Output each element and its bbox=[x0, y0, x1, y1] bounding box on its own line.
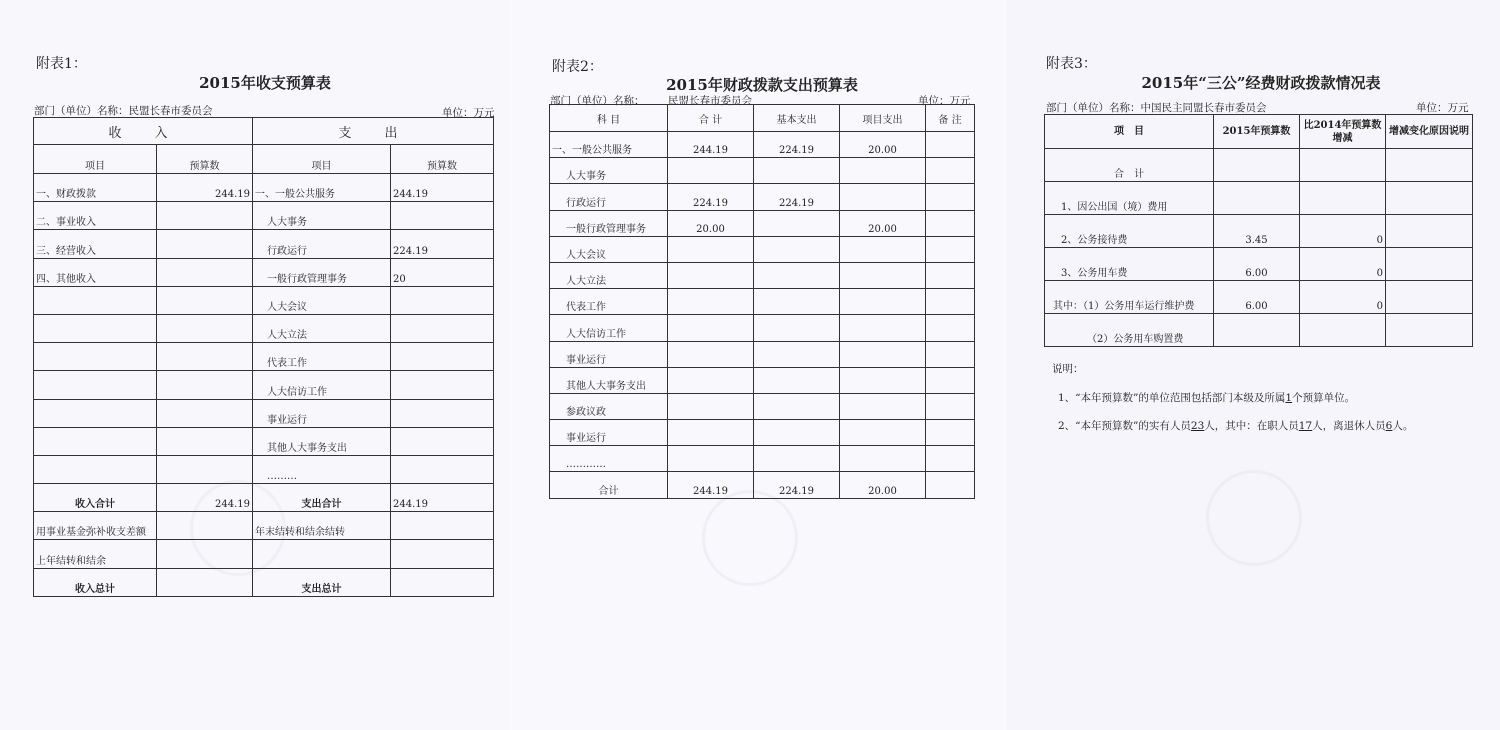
table1-title: 2015年收支预算表 bbox=[199, 74, 331, 92]
expense-item: 人大会议 bbox=[253, 286, 391, 314]
year-end-label: 年末结转和结余结转 bbox=[253, 512, 391, 540]
note-2-text-d: 人。 bbox=[1392, 420, 1414, 432]
row-value: 20.00 bbox=[840, 210, 926, 236]
income-item bbox=[34, 455, 157, 483]
row-value bbox=[668, 446, 754, 472]
row-value bbox=[926, 315, 975, 341]
expense-budget: 224.19 bbox=[391, 230, 494, 258]
row-value bbox=[926, 446, 975, 472]
table3-unit: 单位：万元 bbox=[1416, 102, 1469, 114]
row-value bbox=[668, 262, 754, 288]
row-subject: 一、一般公共服务 bbox=[550, 132, 668, 158]
note-2 bbox=[1058, 418, 1413, 433]
empty-cell bbox=[157, 512, 253, 540]
row-subject: 代表工作 bbox=[550, 289, 668, 315]
expense-item: 人大事务 bbox=[253, 202, 391, 230]
empty-cell bbox=[157, 540, 253, 568]
table-row bbox=[34, 427, 494, 455]
note-2-text-c: 人，离退休人员 bbox=[1312, 420, 1386, 432]
row-value bbox=[754, 446, 840, 472]
row-value bbox=[754, 236, 840, 262]
row-value: 224.19 bbox=[754, 184, 840, 210]
table-row bbox=[550, 236, 975, 262]
row-value bbox=[668, 236, 754, 262]
row-value bbox=[926, 158, 975, 184]
table-row bbox=[1045, 248, 1473, 281]
expense-item: 其他人大事务支出 bbox=[253, 427, 391, 455]
table-row bbox=[34, 314, 494, 342]
table-row bbox=[1045, 149, 1473, 182]
row-value bbox=[1214, 149, 1300, 182]
table-row bbox=[1045, 215, 1473, 248]
row-value: 6.00 bbox=[1214, 248, 1300, 281]
row-subject: 事业运行 bbox=[550, 341, 668, 367]
note-2-text-b: 人，其中：在职人员 bbox=[1204, 420, 1299, 432]
row-value bbox=[754, 420, 840, 446]
row-subject: 人大信访工作 bbox=[550, 315, 668, 341]
expense-item: 一、一般公共服务 bbox=[253, 174, 391, 202]
row-value bbox=[926, 341, 975, 367]
col-header: 备 注 bbox=[926, 105, 975, 132]
table-row bbox=[34, 258, 494, 286]
col-item: 项目 bbox=[253, 145, 391, 174]
expense-item: 代表工作 bbox=[253, 343, 391, 371]
row-value bbox=[1386, 314, 1473, 347]
table-row bbox=[550, 184, 975, 210]
income-item bbox=[34, 399, 157, 427]
income-header: 收 入 bbox=[34, 118, 253, 145]
table-row bbox=[550, 315, 975, 341]
table3-title: 2015年“三公”经费财政拨款情况表 bbox=[1141, 74, 1381, 92]
expense-budget bbox=[391, 202, 494, 230]
table-row bbox=[34, 512, 494, 540]
expense-budget bbox=[391, 314, 494, 342]
col-header: 项 目 bbox=[1045, 115, 1214, 149]
row-value: 244.19 bbox=[668, 132, 754, 158]
table-row bbox=[1045, 281, 1473, 314]
row-value bbox=[668, 393, 754, 419]
income-budget bbox=[157, 343, 253, 371]
expense-item: 行政运行 bbox=[253, 230, 391, 258]
row-item: 合 计 bbox=[1045, 149, 1214, 182]
table3-tag: 附表3： bbox=[1046, 56, 1097, 72]
row-value bbox=[1300, 149, 1386, 182]
empty-cell bbox=[391, 540, 494, 568]
table2 bbox=[549, 104, 975, 499]
expense-budget: 244.19 bbox=[391, 174, 494, 202]
row-value bbox=[840, 420, 926, 446]
row-subject: 合计 bbox=[550, 472, 668, 498]
note-1 bbox=[1058, 390, 1355, 405]
row-subject: 行政运行 bbox=[550, 184, 668, 210]
row-subject: 人大立法 bbox=[550, 262, 668, 288]
row-value bbox=[840, 289, 926, 315]
income-budget bbox=[157, 230, 253, 258]
fund-gap-label: 用事业基金弥补收支差额 bbox=[34, 512, 157, 540]
row-value bbox=[840, 367, 926, 393]
col-budget: 预算数 bbox=[391, 145, 494, 174]
income-item bbox=[34, 371, 157, 399]
row-value bbox=[754, 158, 840, 184]
row-value: 20.00 bbox=[668, 210, 754, 236]
table2-unit: 单位：万元 bbox=[918, 95, 971, 107]
expense-budget bbox=[391, 343, 494, 371]
table-row bbox=[550, 132, 975, 158]
row-value bbox=[754, 367, 840, 393]
row-item: 2、公务接待费 bbox=[1045, 215, 1214, 248]
expense-budget bbox=[391, 427, 494, 455]
expense-header: 支 出 bbox=[253, 118, 494, 145]
row-value bbox=[1300, 182, 1386, 215]
table-row bbox=[34, 399, 494, 427]
table-row bbox=[1045, 182, 1473, 215]
income-item: 四、其他收入 bbox=[34, 258, 157, 286]
faded-stamp bbox=[702, 490, 798, 586]
expense-grand-label: 支出总计 bbox=[253, 568, 391, 596]
table-row bbox=[34, 202, 494, 230]
table-row bbox=[34, 286, 494, 314]
empty-cell bbox=[157, 568, 253, 596]
expense-item: 人大信访工作 bbox=[253, 371, 391, 399]
empty-cell bbox=[391, 512, 494, 540]
row-value bbox=[754, 289, 840, 315]
row-value bbox=[754, 341, 840, 367]
row-value: 20.00 bbox=[840, 472, 926, 498]
table-row bbox=[34, 230, 494, 258]
income-budget: 244.19 bbox=[157, 174, 253, 202]
table-row bbox=[550, 367, 975, 393]
col-header: 增减变化原因说明 bbox=[1386, 115, 1473, 149]
table-row bbox=[550, 341, 975, 367]
col-budget: 预算数 bbox=[157, 145, 253, 174]
prev-year-label: 上年结转和结余 bbox=[34, 540, 157, 568]
expense-item: 人大立法 bbox=[253, 314, 391, 342]
row-value bbox=[840, 315, 926, 341]
table-row bbox=[550, 420, 975, 446]
note-2-text-a: 2、“本年预算数”的实有人员 bbox=[1058, 420, 1191, 432]
col-header: 科 目 bbox=[550, 105, 668, 132]
income-item: 一、财政拨款 bbox=[34, 174, 157, 202]
row-value bbox=[926, 236, 975, 262]
table1-dept: 部门（单位）名称：民盟长春市委员会 bbox=[34, 105, 213, 117]
col-header: 合 计 bbox=[668, 105, 754, 132]
table3 bbox=[1044, 114, 1473, 347]
note-2-active: 17 bbox=[1298, 420, 1313, 432]
row-value bbox=[1386, 215, 1473, 248]
row-subject: 一般行政管理事务 bbox=[550, 210, 668, 236]
row-subject: ………… bbox=[550, 446, 668, 472]
table-row bbox=[34, 455, 494, 483]
row-item: 1、因公出国（境）费用 bbox=[1045, 182, 1214, 215]
table1-tag: 附表1： bbox=[36, 56, 87, 72]
note-2-total: 23 bbox=[1190, 420, 1205, 432]
expense-budget bbox=[391, 399, 494, 427]
expense-budget bbox=[391, 455, 494, 483]
row-value bbox=[926, 289, 975, 315]
income-budget bbox=[157, 258, 253, 286]
row-value bbox=[926, 262, 975, 288]
table-row bbox=[550, 472, 975, 498]
notes-title: 说明： bbox=[1052, 363, 1084, 375]
income-budget bbox=[157, 202, 253, 230]
row-value bbox=[840, 158, 926, 184]
table-row bbox=[550, 446, 975, 472]
table-row bbox=[550, 393, 975, 419]
income-item bbox=[34, 314, 157, 342]
row-value bbox=[840, 236, 926, 262]
table-row bbox=[34, 540, 494, 568]
note-1-unit-count: 1 bbox=[1285, 392, 1293, 404]
col-header: 项目支出 bbox=[840, 105, 926, 132]
row-value bbox=[1214, 314, 1300, 347]
col-header: 2015年预算数 bbox=[1214, 115, 1300, 149]
row-value: 0 bbox=[1300, 215, 1386, 248]
table3-dept: 部门（单位）名称：中国民主同盟长春市委员会 bbox=[1046, 102, 1267, 114]
row-value bbox=[668, 341, 754, 367]
table-header-row bbox=[550, 105, 975, 132]
row-value bbox=[840, 184, 926, 210]
table-row bbox=[34, 568, 494, 596]
row-value bbox=[754, 315, 840, 341]
row-value bbox=[1386, 149, 1473, 182]
income-item: 三、经营收入 bbox=[34, 230, 157, 258]
expense-budget bbox=[391, 371, 494, 399]
row-value bbox=[1386, 182, 1473, 215]
col-header: 比2014年预算数增减 bbox=[1300, 115, 1386, 149]
row-subject: 其他人大事务支出 bbox=[550, 367, 668, 393]
row-value bbox=[1214, 182, 1300, 215]
row-value bbox=[668, 158, 754, 184]
table-row bbox=[34, 484, 494, 512]
row-value bbox=[926, 184, 975, 210]
table2-dept-label: 部门（单位）名称： bbox=[550, 95, 645, 107]
income-item bbox=[34, 286, 157, 314]
page-table-3 bbox=[1006, 0, 1500, 730]
income-budget bbox=[157, 371, 253, 399]
income-budget bbox=[157, 286, 253, 314]
table1 bbox=[33, 117, 494, 597]
row-item: （2）公务用车购置费 bbox=[1045, 314, 1214, 347]
table-row bbox=[1045, 314, 1473, 347]
empty-cell bbox=[253, 540, 391, 568]
row-item: 其中：（1）公务用车运行维护费 bbox=[1045, 281, 1214, 314]
row-value bbox=[840, 446, 926, 472]
row-subject: 人大事务 bbox=[550, 158, 668, 184]
row-value bbox=[754, 262, 840, 288]
page-table-1 bbox=[0, 0, 510, 730]
table-row bbox=[550, 158, 975, 184]
expense-item: 一般行政管理事务 bbox=[253, 258, 391, 286]
row-value: 244.19 bbox=[668, 472, 754, 498]
row-value: 0 bbox=[1300, 248, 1386, 281]
table-row bbox=[550, 210, 975, 236]
row-value: 6.00 bbox=[1214, 281, 1300, 314]
row-value bbox=[668, 367, 754, 393]
note-1-text-a: 1、“本年预算数”的单位范围包括部门本级及所属 bbox=[1058, 392, 1286, 404]
row-subject: 参政议政 bbox=[550, 393, 668, 419]
row-value bbox=[668, 289, 754, 315]
row-subject: 人大会议 bbox=[550, 236, 668, 262]
row-value bbox=[1386, 281, 1473, 314]
income-item bbox=[34, 427, 157, 455]
row-value: 3.45 bbox=[1214, 215, 1300, 248]
row-value bbox=[1386, 248, 1473, 281]
note-1-text-b: 个预算单位。 bbox=[1292, 392, 1356, 404]
income-budget bbox=[157, 399, 253, 427]
expense-budget: 20 bbox=[391, 258, 494, 286]
row-value bbox=[840, 393, 926, 419]
row-value: 0 bbox=[1300, 281, 1386, 314]
expense-item: ……… bbox=[253, 455, 391, 483]
table-row bbox=[550, 289, 975, 315]
faded-stamp bbox=[1206, 470, 1302, 566]
empty-cell bbox=[391, 568, 494, 596]
row-value bbox=[840, 341, 926, 367]
income-total-label: 收入合计 bbox=[34, 484, 157, 512]
row-value bbox=[926, 420, 975, 446]
income-budget bbox=[157, 455, 253, 483]
row-value bbox=[926, 393, 975, 419]
row-value: 224.19 bbox=[754, 132, 840, 158]
table2-title: 2015年财政拨款支出预算表 bbox=[666, 76, 858, 94]
row-subject: 事业运行 bbox=[550, 420, 668, 446]
expense-item: 事业运行 bbox=[253, 399, 391, 427]
income-item: 二、事业收入 bbox=[34, 202, 157, 230]
table-row bbox=[34, 371, 494, 399]
income-total: 244.19 bbox=[157, 484, 253, 512]
expense-total-label: 支出合计 bbox=[253, 484, 391, 512]
row-value bbox=[754, 393, 840, 419]
row-value bbox=[668, 315, 754, 341]
row-value: 224.19 bbox=[754, 472, 840, 498]
row-value bbox=[926, 367, 975, 393]
row-value bbox=[926, 210, 975, 236]
row-value bbox=[668, 420, 754, 446]
row-value bbox=[926, 132, 975, 158]
income-budget bbox=[157, 314, 253, 342]
table-row bbox=[34, 343, 494, 371]
row-value bbox=[1300, 314, 1386, 347]
table-row bbox=[34, 174, 494, 202]
table2-dept-name: 民盟长春市委员会 bbox=[668, 95, 752, 107]
col-item: 项目 bbox=[34, 145, 157, 174]
table-row bbox=[550, 262, 975, 288]
table-header-row bbox=[1045, 115, 1473, 149]
row-value bbox=[840, 262, 926, 288]
note-2-retired: 6 bbox=[1385, 420, 1393, 432]
col-header: 基本支出 bbox=[754, 105, 840, 132]
income-item bbox=[34, 343, 157, 371]
row-value: 20.00 bbox=[840, 132, 926, 158]
expense-budget bbox=[391, 286, 494, 314]
row-value bbox=[754, 210, 840, 236]
row-item: 3、公务用车费 bbox=[1045, 248, 1214, 281]
row-value: 224.19 bbox=[668, 184, 754, 210]
table2-tag: 附表2： bbox=[552, 59, 603, 75]
income-budget bbox=[157, 427, 253, 455]
row-value bbox=[926, 472, 975, 498]
income-grand-label: 收入总计 bbox=[34, 568, 157, 596]
expense-total: 244.19 bbox=[391, 484, 494, 512]
table1-unit: 单位：万元 bbox=[442, 107, 495, 119]
page-table-2 bbox=[512, 0, 1004, 730]
